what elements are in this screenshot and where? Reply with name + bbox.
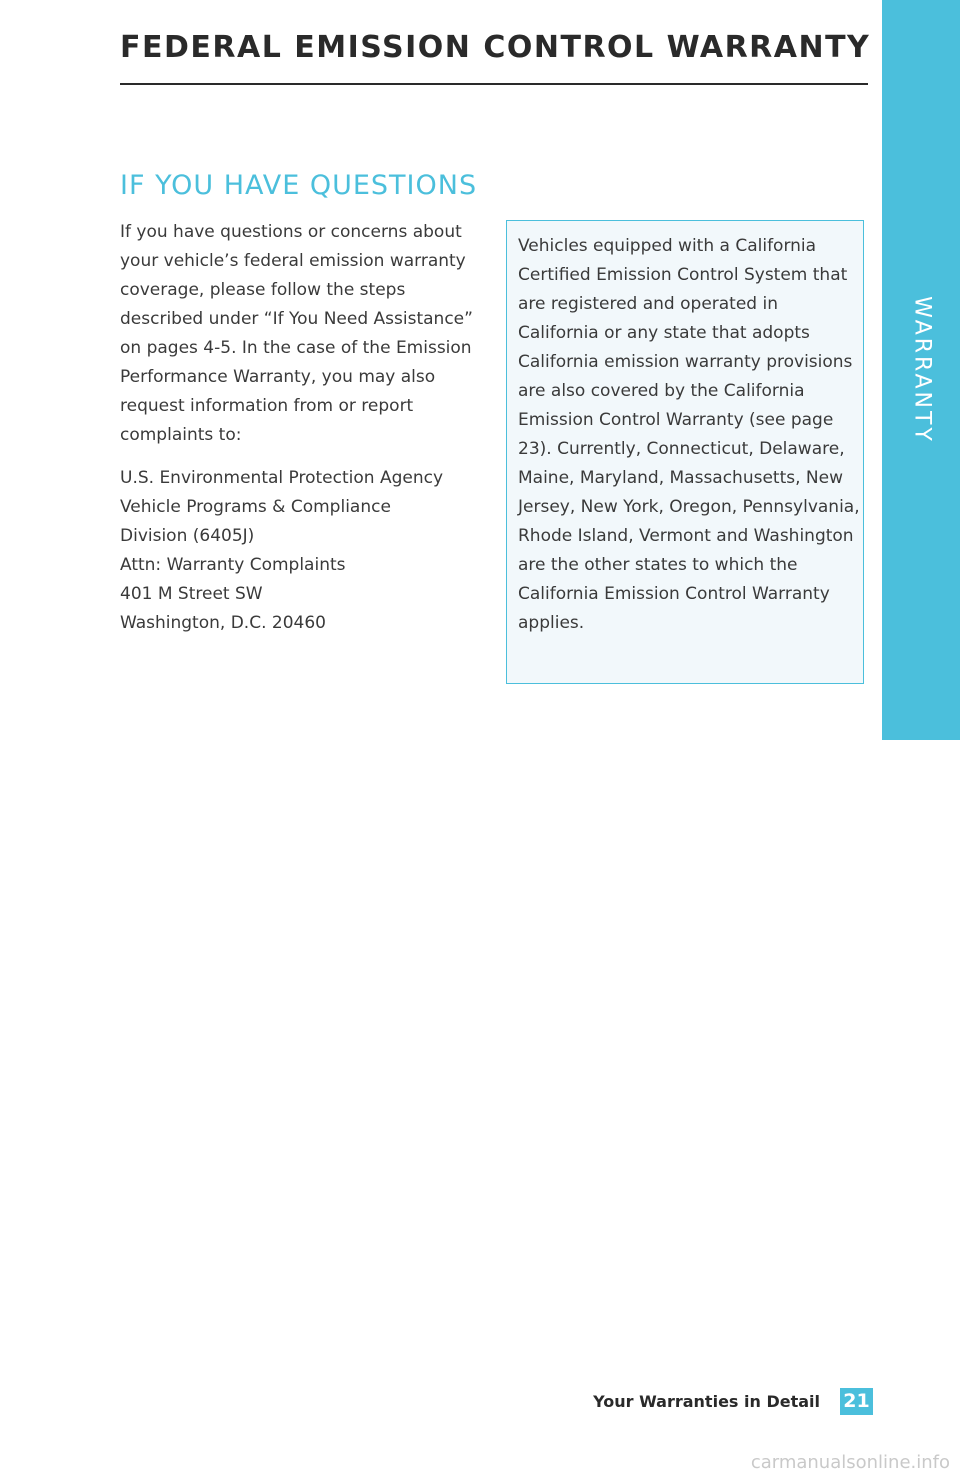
epa-address [120,464,480,638]
california-info-box [506,220,864,684]
california-info-text: Vehicles equipped with a California Certified Emission Control System that are registered and operated in California or any state that adopts California emission warranty provisions are also covered by the California Emission Control Warranty (see page 23). Currently, Connecticut, Delaware, Maine, Maryland, Massachusetts, New Jersey, New York, Oregon, Pennsylvania, Rhode Island, Vermont and Washington are the other states to which the California Emission Control Warranty applies. [518,236,860,633]
address-line: Division (6405J) [120,526,255,546]
page-number: 21 [840,1388,873,1415]
address-line: U.S. Environmental Protection Agency [120,468,444,488]
address-line: Attn: Warranty Complaints [120,555,346,575]
address-line: Washington, D.C. 20460 [120,613,326,633]
address-line: Vehicle Programs & Compliance [120,497,391,517]
address-line: 401 M Street SW [120,584,263,604]
footer-label: Your Warranties in Detail [593,1392,820,1411]
side-tab-label: WARRANTY [909,296,935,444]
page-title: FEDERAL EMISSION CONTROL WARRANTY [120,30,871,65]
section-heading: IF YOU HAVE QUESTIONS [120,170,478,201]
intro-paragraph: If you have questions or concerns about your vehicle’s federal emission warranty coverage, please follow the steps described under “If You Need Assistance” on pages 4-5. In the case of the Emission Performance Warranty, you may also request information from or report complaints to: [120,222,473,445]
title-divider [120,83,868,85]
watermark: carmanualsonline.info [750,1452,950,1473]
